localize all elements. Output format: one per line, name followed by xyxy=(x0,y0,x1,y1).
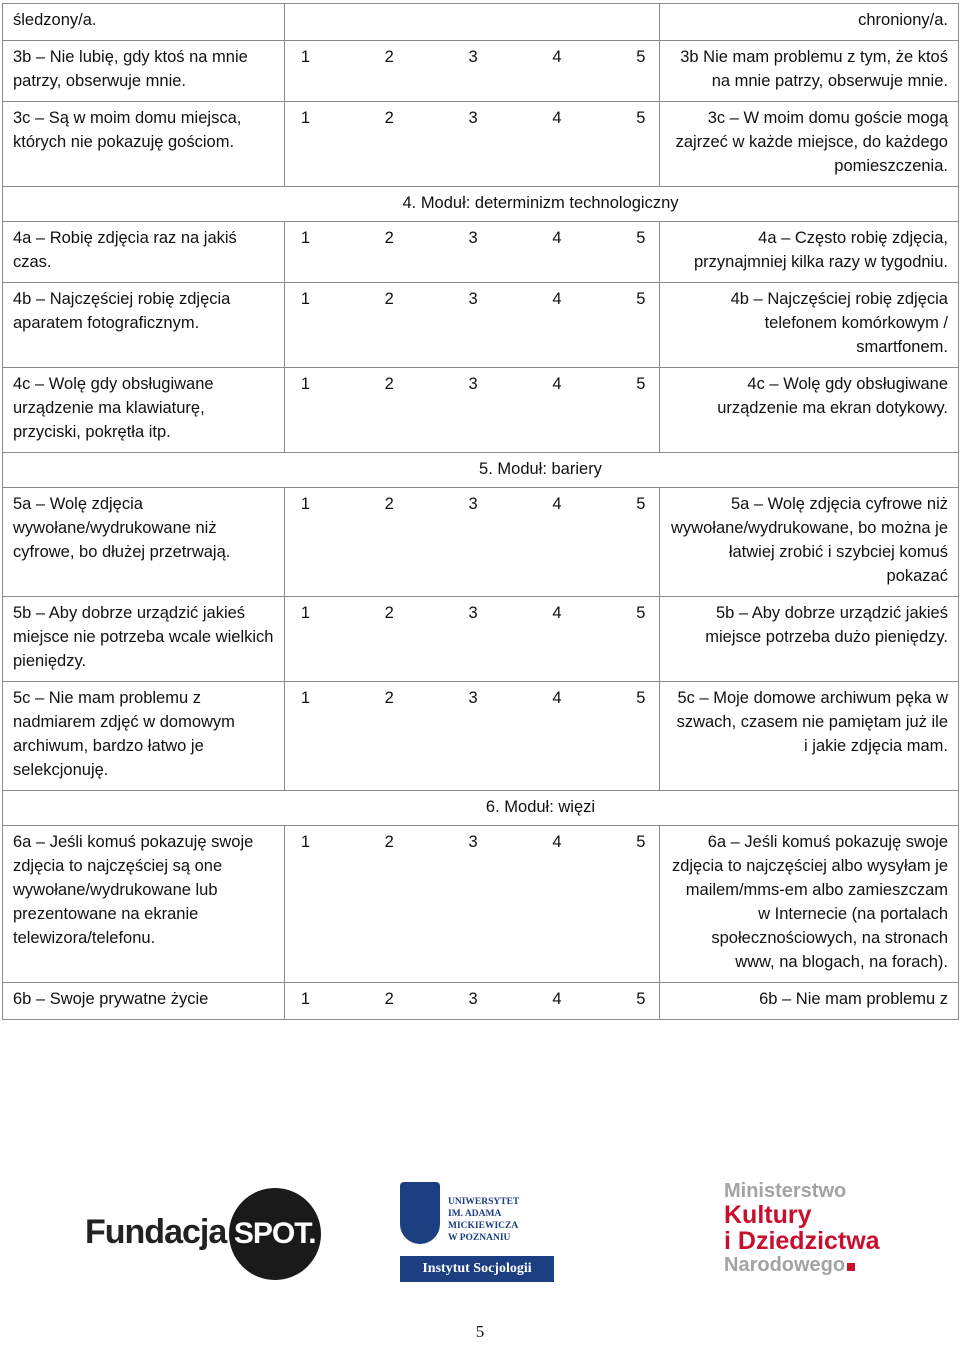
rating-scale xyxy=(285,41,659,102)
scale-option-1[interactable]: 1 xyxy=(300,229,310,247)
scale-option-5[interactable]: 5 xyxy=(636,495,646,513)
statement-left: 4b – Najczęściej robię zdjęcia aparatem fotograficznym. xyxy=(3,283,285,368)
scale-option-5[interactable]: 5 xyxy=(636,375,646,393)
rating-scale xyxy=(285,597,659,682)
scale-option-2[interactable]: 2 xyxy=(384,48,394,66)
scale-option-2[interactable]: 2 xyxy=(384,604,394,622)
statement-right: 5a – Wolę zdjęcia cyfrowe niż wywołane/wydrukowane, bo można je łatwiej zrobić i szybciej komuś pokazać xyxy=(659,488,958,597)
table-row xyxy=(3,682,959,791)
scale-option-5[interactable]: 5 xyxy=(636,990,646,1008)
statement-right: 5c – Moje domowe archiwum pęka w szwach, czasem nie pamiętam już ile i jakie zdjęcia mam. xyxy=(659,682,958,791)
table-row xyxy=(3,368,959,453)
statement-left: 6a – Jeśli komuś pokazuję swoje zdjęcia to najczęściej są one wywołane/wydrukowane lub prezentowane na ekranie telewizora/telefonu. xyxy=(3,826,285,983)
questionnaire-table xyxy=(2,3,959,1020)
module-header-row xyxy=(3,791,959,826)
scale-option-1[interactable]: 1 xyxy=(300,833,310,851)
scale-option-1[interactable]: 1 xyxy=(300,290,310,308)
rating-scale xyxy=(285,682,659,791)
scale-option-3[interactable]: 3 xyxy=(468,290,478,308)
scale-option-5[interactable]: 5 xyxy=(636,689,646,707)
scale-option-3[interactable]: 3 xyxy=(468,229,478,247)
scale-option-1[interactable]: 1 xyxy=(300,48,310,66)
scale-option-1[interactable]: 1 xyxy=(300,375,310,393)
statement-left: 5a – Wolę zdjęcia wywołane/wydrukowane niż cyfrowe, bo dłużej przetrwają. xyxy=(3,488,285,597)
page-number: 5 xyxy=(475,1322,485,1341)
scale-option-1[interactable]: 1 xyxy=(300,109,310,127)
scale-option-4[interactable]: 4 xyxy=(552,229,562,247)
statement-right: 3b Nie mam problemu z tym, że ktoś na mnie patrzy, obserwuje mnie. xyxy=(659,41,958,102)
statement-left: 6b – Swoje prywatne życie xyxy=(3,983,285,1020)
table-row xyxy=(3,4,959,41)
statement-right: 4c – Wolę gdy obsługiwane urządzenie ma ekran dotykowy. xyxy=(659,368,958,453)
statement-left: 5c – Nie mam problemu z nadmiarem zdjęć w domowym archiwum, bardzo łatwo je selekcjonuję. xyxy=(3,682,285,791)
statement-right: 6b – Nie mam problemu z xyxy=(659,983,958,1020)
statement-right: chroniony/a. xyxy=(659,4,958,41)
spot-logo-badge: SPOT. xyxy=(229,1188,321,1280)
scale-option-4[interactable]: 4 xyxy=(552,375,562,393)
table-row xyxy=(3,102,959,187)
statement-left: 3b – Nie lubię, gdy ktoś na mnie patrzy, obserwuje mnie. xyxy=(3,41,285,102)
scale-option-1[interactable]: 1 xyxy=(300,990,310,1008)
table-row xyxy=(3,826,959,983)
statement-left: 4a – Robię zdjęcia raz na jakiś czas. xyxy=(3,222,285,283)
scale-option-1[interactable]: 1 xyxy=(300,604,310,622)
module-header: 5. Moduł: bariery xyxy=(479,460,602,478)
statement-left: 4c – Wolę gdy obsługiwane urządzenie ma klawiaturę, przyciski, pokrętła itp. xyxy=(3,368,285,453)
scale-option-5[interactable]: 5 xyxy=(636,833,646,851)
scale-option-3[interactable]: 3 xyxy=(468,990,478,1008)
rating-scale xyxy=(285,283,659,368)
module-header: 4. Moduł: determinizm technologiczny xyxy=(402,194,679,212)
scale-option-2[interactable]: 2 xyxy=(384,689,394,707)
table-row xyxy=(3,597,959,682)
rating-scale xyxy=(285,488,659,597)
statement-right: 4b – Najczęściej robię zdjęcia telefonem komórkowym / smartfonem. xyxy=(659,283,958,368)
scale-option-4[interactable]: 4 xyxy=(552,48,562,66)
scale-option-3[interactable]: 3 xyxy=(468,689,478,707)
statement-right: 3c – W moim domu goście mogą zajrzeć w każde miejsce, do każdego pomieszczenia. xyxy=(659,102,958,187)
rating-scale xyxy=(285,222,659,283)
table-row xyxy=(3,41,959,102)
scale-option-5[interactable]: 5 xyxy=(636,290,646,308)
scale-option-3[interactable]: 3 xyxy=(468,833,478,851)
scale-option-1[interactable]: 1 xyxy=(300,689,310,707)
sponsor-logos xyxy=(0,1170,960,1290)
statement-right: 4a – Często robię zdjęcia, przynajmniej kilka razy w tygodniu. xyxy=(659,222,958,283)
scale-option-3[interactable]: 3 xyxy=(468,109,478,127)
statement-right: 6a – Jeśli komuś pokazuję swoje zdjęcia to najczęściej albo wysyłam je mailem/mms-em albo zamieszczam w Internecie (na portalach społecznościowych, na stronach www, na blogach, na forach). xyxy=(659,826,958,983)
scale-option-2[interactable]: 2 xyxy=(384,375,394,393)
scale-option-3[interactable]: 3 xyxy=(468,495,478,513)
uam-crest-icon xyxy=(400,1182,440,1244)
scale-option-5[interactable]: 5 xyxy=(636,48,646,66)
table-row xyxy=(3,283,959,368)
scale-option-2[interactable]: 2 xyxy=(384,109,394,127)
rating-scale xyxy=(285,102,659,187)
scale-option-2[interactable]: 2 xyxy=(384,290,394,308)
statement-left: śledzony/a. xyxy=(3,4,285,41)
table-row xyxy=(3,222,959,283)
scale-option-3[interactable]: 3 xyxy=(468,375,478,393)
table-row xyxy=(3,488,959,597)
rating-scale xyxy=(285,983,659,1020)
rating-scale xyxy=(285,826,659,983)
scale-option-4[interactable]: 4 xyxy=(552,990,562,1008)
statement-right: 5b – Aby dobrze urządzić jakieś miejsce potrzeba dużo pieniędzy. xyxy=(659,597,958,682)
fundacja-spot-logo xyxy=(85,1188,321,1280)
scale-option-2[interactable]: 2 xyxy=(384,833,394,851)
scale-option-4[interactable]: 4 xyxy=(552,495,562,513)
scale-option-4[interactable]: 4 xyxy=(552,689,562,707)
module-header-row xyxy=(3,187,959,222)
scale-option-5[interactable]: 5 xyxy=(636,229,646,247)
scale-option-3[interactable]: 3 xyxy=(468,604,478,622)
scale-option-4[interactable]: 4 xyxy=(552,604,562,622)
scale-option-2[interactable]: 2 xyxy=(384,495,394,513)
statement-left: 5b – Aby dobrze urządzić jakieś miejsce nie potrzeba wcale wielkich pieniędzy. xyxy=(3,597,285,682)
scale-option-1[interactable]: 1 xyxy=(300,495,310,513)
scale-option-4[interactable]: 4 xyxy=(552,833,562,851)
scale-option-2[interactable]: 2 xyxy=(384,229,394,247)
spot-logo-text: Fundacja xyxy=(85,1212,227,1251)
rating-scale xyxy=(285,4,659,41)
scale-option-2[interactable]: 2 xyxy=(384,990,394,1008)
red-dot-icon xyxy=(847,1263,855,1271)
uam-institute-bar: Instytut Socjologii xyxy=(400,1256,554,1282)
scale-option-4[interactable]: 4 xyxy=(552,290,562,308)
scale-option-5[interactable]: 5 xyxy=(636,109,646,127)
table-row xyxy=(3,983,959,1020)
statement-left: 3c – Są w moim domu miejsca, których nie pokazuję gościom. xyxy=(3,102,285,187)
uam-name: UNIWERSYTET IM. ADAMA MICKIEWICZA W POZNANIU xyxy=(448,1197,520,1243)
rating-scale xyxy=(285,368,659,453)
ministerstwo-kultury-logo: Ministerstwo Kultury i Dziedzictwa Narodowego xyxy=(724,1180,880,1276)
scale-option-3[interactable]: 3 xyxy=(468,48,478,66)
module-header-row xyxy=(3,453,959,488)
uam-logo xyxy=(400,1182,560,1282)
scale-option-5[interactable]: 5 xyxy=(636,604,646,622)
scale-option-4[interactable]: 4 xyxy=(552,109,562,127)
module-header: 6. Moduł: więzi xyxy=(485,798,596,816)
